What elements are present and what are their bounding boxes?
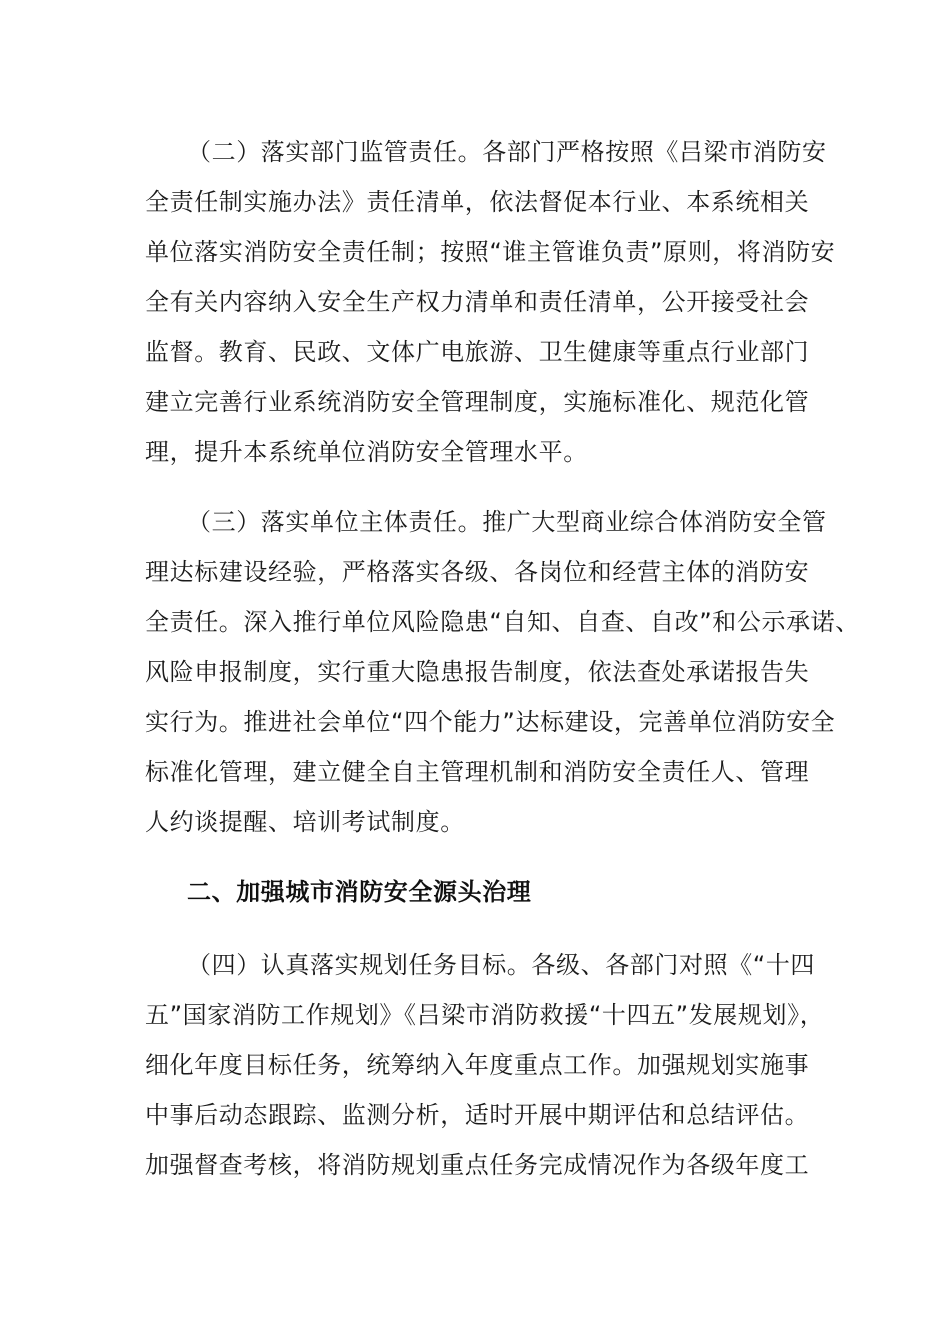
paragraph-department-supervision: [145, 127, 836, 477]
text-line: 理达标建设经验，严格落实各级、各岗位和经营主体的消防安: [145, 558, 810, 586]
text-line: 中事后动态跟踪、监测分析，适时开展中期评估和总结评估。: [145, 1101, 810, 1129]
text-line: 理，提升本系统单位消防安全管理水平。: [145, 438, 588, 466]
text-line: 全责任。深入推行单位风险隐患“自知、自查、自改”和公示承诺、: [145, 608, 860, 636]
text-line: 加强督查考核，将消防规划重点任务完成情况作为各级年度工: [145, 1151, 810, 1179]
text-line: 单位落实消防安全责任制；按照“谁主管谁负责”原则，将消防安: [145, 238, 836, 266]
section-heading: [145, 867, 825, 917]
paragraph-unit-responsibility: [145, 497, 860, 847]
paragraph-planning-targets: [145, 940, 825, 1190]
text-line: 全有关内容纳入安全生产权力清单和责任清单，公开接受社会: [145, 288, 810, 316]
text-line: 建立完善行业系统消防安全管理制度，实施标准化、规范化管: [145, 388, 810, 416]
text-line: 人约谈提醒、培训考试制度。: [145, 808, 465, 836]
text-line: 五”国家消防工作规划》《吕梁市消防救援“十四五”发展规划》，: [145, 1001, 825, 1029]
text-line: （四）认真落实规划任务目标。各级、各部门对照《“十四: [187, 951, 816, 979]
text-line: 监督。教育、民政、文体广电旅游、卫生健康等重点行业部门: [145, 338, 810, 366]
text-line: 标准化管理，建立健全自主管理机制和消防安全责任人、管理: [145, 758, 810, 786]
text-line: 实行为。推进社会单位“四个能力”达标建设，完善单位消防安全: [145, 708, 836, 736]
text-line: 全责任制实施办法》责任清单，依法督促本行业、本系统相关: [145, 188, 810, 216]
text-line: （三）落实单位主体责任。推广大型商业综合体消防安全管: [187, 508, 827, 536]
text-line: 风险申报制度，实行重大隐患报告制度，依法查处承诺报告失: [145, 658, 810, 686]
text-line: 细化年度目标任务，统筹纳入年度重点工作。加强规划实施事: [145, 1051, 810, 1079]
section-title: 二、加强城市消防安全源头治理: [187, 878, 532, 906]
text-line: （二）落实部门监管责任。各部门严格按照《吕梁市消防安: [187, 138, 827, 166]
